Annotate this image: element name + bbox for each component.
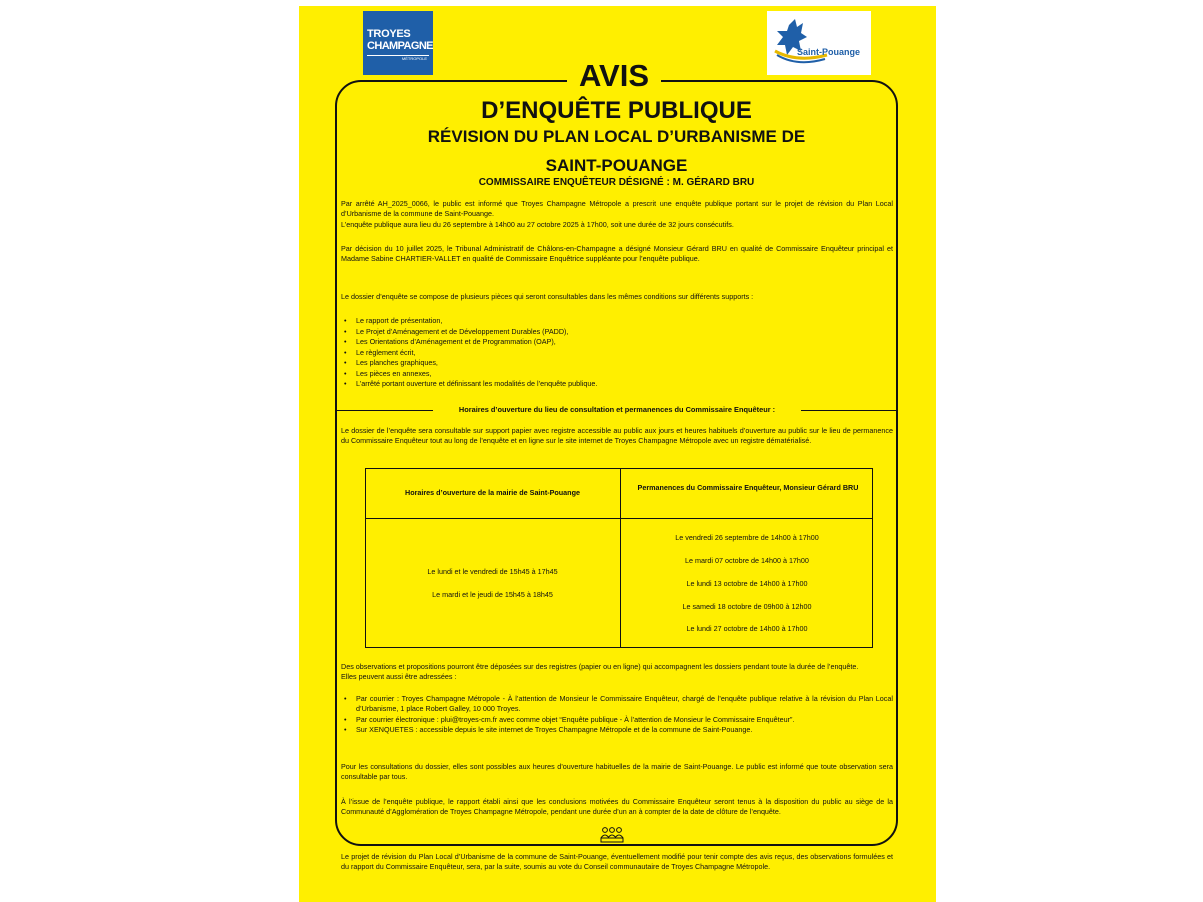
table-cell: Le lundi 13 octobre de 14h00 à 17h00	[686, 579, 808, 588]
intro-paragraph-1	[341, 199, 893, 230]
people-group-icon	[599, 826, 625, 844]
intro-paragraph-3: Le dossier d’enquête se compose de plusieurs pièces qui seront consultables dans les mêmes conditions sur différents supports :	[341, 292, 754, 301]
observations-paragraph	[341, 662, 893, 683]
table-cell: Le mardi 07 octobre de 14h00 à 17h00	[685, 556, 809, 565]
intro-paragraph-2: Par décision du 10 juillet 2025, le Tribunal Administratif de Châlons-en-Champagne a désigné Monsieur Gérard BRU en qualité de Commissaire Enquêteur principal et Madame Sabine CHARTIER-VALLET en qualité de Commissaire Enquêtrice suppléante pour l’enquête publique.	[341, 244, 893, 264]
table-cell: Le lundi et le vendredi de 15h45 à 17h45	[427, 567, 558, 576]
consultation-paragraph: Pour les consultations du dossier, elles sont possibles aux heures d’ouverture habituelles de la mairie de Saint-Pouange. Le public est informé que toute observation sera consultable par tous.	[341, 762, 893, 782]
table-header-mairie: Horaires d’ouverture de la mairie de Saint-Pouange	[405, 488, 580, 497]
horaires-paragraph: Le dossier de l’enquête sera consultable sur support papier avec registre accessible au public aux jours et heures habituels d’ouverture au public sur le lieu de permanence du Commissaire Enquêteur tout au long de l’enquête et en ligne sur le site internet de Troyes Champagne Métropole avec un registre dématérialisé.	[341, 426, 893, 446]
saint-pouange-emblem-icon	[767, 11, 871, 75]
table-cell: Le vendredi 26 septembre de 14h00 à 17h00	[675, 533, 819, 542]
troyes-champagne-logo	[363, 11, 433, 75]
intro-text-1: Par arrêté AH_2025_0066, le public est informé que Troyes Champagne Métropole a prescrit une enquête publique portant sur le projet de révision du Plan Local d’Urbanisme de la commune de Saint-Pouange.	[341, 199, 893, 219]
list-item: • Le Projet d’Aménagement et de Développement Durables (PADD),	[341, 327, 893, 338]
notice-subtitle-1: RÉVISION DU PLAN LOCAL D’URBANISME DE	[427, 127, 806, 146]
table-header-divider	[365, 518, 873, 519]
footer-paragraph: Le projet de révision du Plan Local d’Urbanisme de la commune de Saint-Pouange, éventuellement modifié pour tenir compte des avis reçus, des observations formulées et du rapport du Commissaire Enquêteur, sera, par la suite, soumis au vote du Conseil communautaire de Troyes Champagne Métropole.	[341, 852, 893, 872]
observations-list	[341, 694, 893, 735]
table-cell: Le lundi 27 octobre de 14h00 à 17h00	[686, 624, 808, 633]
intro-text-1b: L’enquête publique aura lieu du 26 septembre à 14h00 au 27 octobre 2025 à 17h00, soit une durée de 32 jours consécutifs.	[341, 219, 734, 229]
commissaire-designation: COMMISSAIRE ENQUÊTEUR DÉSIGNÉ : M. GÉRARD BRU	[478, 177, 755, 188]
list-item: • Par courrier : Troyes Champagne Métropole - À l’attention de Monsieur le Commissaire Enquêteur, chargé de l’enquête publique relative à la révision du Plan Local d’Urbanisme, 1 place Robert Galley, 10 000 Troyes.	[341, 694, 893, 715]
observations-text-1: Des observations et propositions pourront être déposées sur des registres (papier ou en ligne) qui accompagnent les dossiers pendant toute la durée de l’enquête.	[341, 662, 859, 671]
list-item: • Le règlement écrit,	[341, 348, 893, 359]
list-item: • Les planches graphiques,	[341, 358, 893, 369]
list-item: • Le rapport de présentation,	[341, 316, 893, 327]
logo-line-2: CHAMPAGNE	[367, 40, 433, 52]
avis-heading: AVIS	[578, 58, 650, 93]
notice-subtitle-2: SAINT-POUANGE	[545, 156, 688, 175]
list-item: • Les Orientations d’Aménagement et de Programmation (OAP),	[341, 337, 893, 348]
logo-line-1: TROYES	[367, 28, 411, 40]
list-item: • Sur XENQUETES : accessible depuis le site internet de Troyes Champagne Métropole et de la commune de Saint-Pouange.	[341, 725, 893, 735]
observations-text-2: Elles peuvent aussi être adressées :	[341, 672, 457, 682]
list-item: • Par courrier électronique : plui@troyes-cm.fr avec comme objet “Enquête publique - À l’attention de Monsieur le Commissaire Enquêteur”.	[341, 715, 893, 725]
list-item: • Les pièces en annexes,	[341, 369, 893, 380]
rapport-paragraph: À l’issue de l’enquête publique, le rapport établi ainsi que les conclusions motivées du Commissaire Enquêteur seront tenus à la disposition du public au siège de la Communauté d’Agglomération de Troyes Champagne Métropole, pendant une durée d’un an à compter de la date de clôture de l’enquête.	[341, 797, 893, 817]
notice-title: D’ENQUÊTE PUBLIQUE	[481, 97, 752, 124]
dossier-list	[341, 316, 893, 390]
saint-pouange-logo	[767, 11, 871, 75]
table-cell: Le samedi 18 octobre de 09h00 à 12h00	[682, 602, 812, 611]
saint-pouange-logo-text: Saint-Pouange	[797, 47, 861, 57]
table-header-permanences: Permanences du Commissaire Enquêteur, Monsieur Gérard BRU	[637, 483, 859, 492]
logo-line-3: MÉTROPOLE	[401, 56, 427, 61]
list-item: • L’arrêté portant ouverture et définissant les modalités de l’enquête publique.	[341, 379, 893, 390]
horaires-section-title: Horaires d’ouverture du lieu de consultation et permanences du Commissaire Enquêteur :	[433, 404, 801, 416]
notice-poster	[299, 6, 936, 902]
table-cell: Le mardi et le jeudi de 15h45 à 18h45	[432, 590, 553, 599]
